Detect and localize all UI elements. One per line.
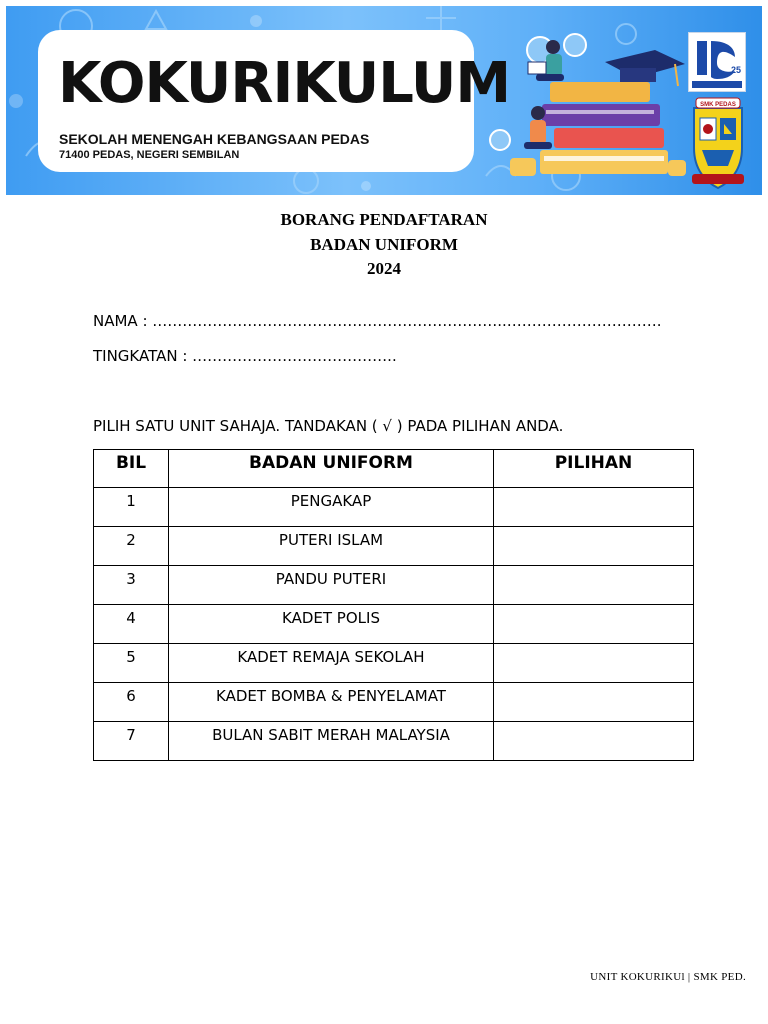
choice-cell[interactable]	[494, 488, 694, 527]
uniform-table	[93, 449, 694, 761]
row-number: 3	[94, 566, 169, 605]
graduation-cap-illustration	[605, 50, 685, 86]
book-icon	[540, 150, 668, 174]
table-row	[94, 488, 694, 527]
uniform-unit-name: KADET BOMBA & PENYELAMAT	[169, 683, 494, 722]
book-icon	[550, 82, 650, 102]
table-row	[94, 527, 694, 566]
coin-icon	[564, 34, 586, 56]
school-address: 71400 PEDAS, NEGERI SEMBILAN	[59, 149, 240, 161]
uniform-unit-name: PENGAKAP	[169, 488, 494, 527]
row-number: 5	[94, 644, 169, 683]
crest-text: SMK PEDAS	[700, 102, 736, 108]
nama-field[interactable]: NAMA : ……………………………………………………………..………………………….	[93, 312, 662, 330]
book-icon	[542, 104, 660, 126]
table-row	[94, 683, 694, 722]
form-heading-title: BORANG PENDAFTARAN	[280, 210, 488, 229]
column-header-bil: BIL	[94, 450, 169, 488]
table-row	[94, 644, 694, 683]
header-banner	[0, 0, 768, 196]
uniform-unit-name: BULAN SABIT MERAH MALAYSIA	[169, 722, 494, 761]
row-number: 7	[94, 722, 169, 761]
uniform-unit-name: PANDU PUTERI	[169, 566, 494, 605]
tingkatan-field[interactable]: TINGKATAN : …………………………………..	[93, 347, 397, 365]
uniform-unit-name: KADET REMAJA SEKOLAH	[169, 644, 494, 683]
k25-logo-mark	[689, 33, 745, 83]
table-row	[94, 722, 694, 761]
banner-title: KOKURIKULUM	[58, 51, 511, 116]
k25-logo	[688, 32, 746, 92]
form-heading-subtitle: BADAN UNIFORM	[310, 235, 458, 254]
row-number: 6	[94, 683, 169, 722]
choice-cell[interactable]	[494, 527, 694, 566]
column-header-badan-uniform: BADAN UNIFORM	[169, 450, 494, 488]
choice-cell[interactable]	[494, 566, 694, 605]
choice-cell[interactable]	[494, 722, 694, 761]
book-icon	[554, 128, 664, 148]
choice-cell[interactable]	[494, 644, 694, 683]
school-name: SEKOLAH MENENGAH KEBANGSAAN PEDAS	[59, 131, 370, 147]
row-number: 4	[94, 605, 169, 644]
books-stack-illustration	[480, 20, 690, 185]
table-row	[94, 566, 694, 605]
school-crest-logo	[690, 96, 746, 192]
coin-stack-icon	[668, 160, 686, 176]
instruction-text: PILIH SATU UNIT SAHAJA. TANDAKAN ( √ ) PADA PILIHAN ANDA.	[93, 417, 564, 435]
k25-badge-text: 25	[731, 65, 742, 75]
choice-cell[interactable]	[494, 683, 694, 722]
column-header-pilihan: PILIHAN	[494, 450, 694, 488]
choice-cell[interactable]	[494, 605, 694, 644]
row-number: 2	[94, 527, 169, 566]
row-number: 1	[94, 488, 169, 527]
table-row	[94, 605, 694, 644]
form-heading-year: 2024	[367, 259, 401, 278]
table-header-row	[94, 450, 694, 488]
coin-icon	[490, 130, 510, 150]
page-footer: UNIT KOKURIKUl | SMK PED.	[590, 971, 746, 983]
coin-stack-icon	[510, 158, 536, 176]
uniform-unit-name: KADET POLIS	[169, 605, 494, 644]
uniform-unit-name: PUTERI ISLAM	[169, 527, 494, 566]
